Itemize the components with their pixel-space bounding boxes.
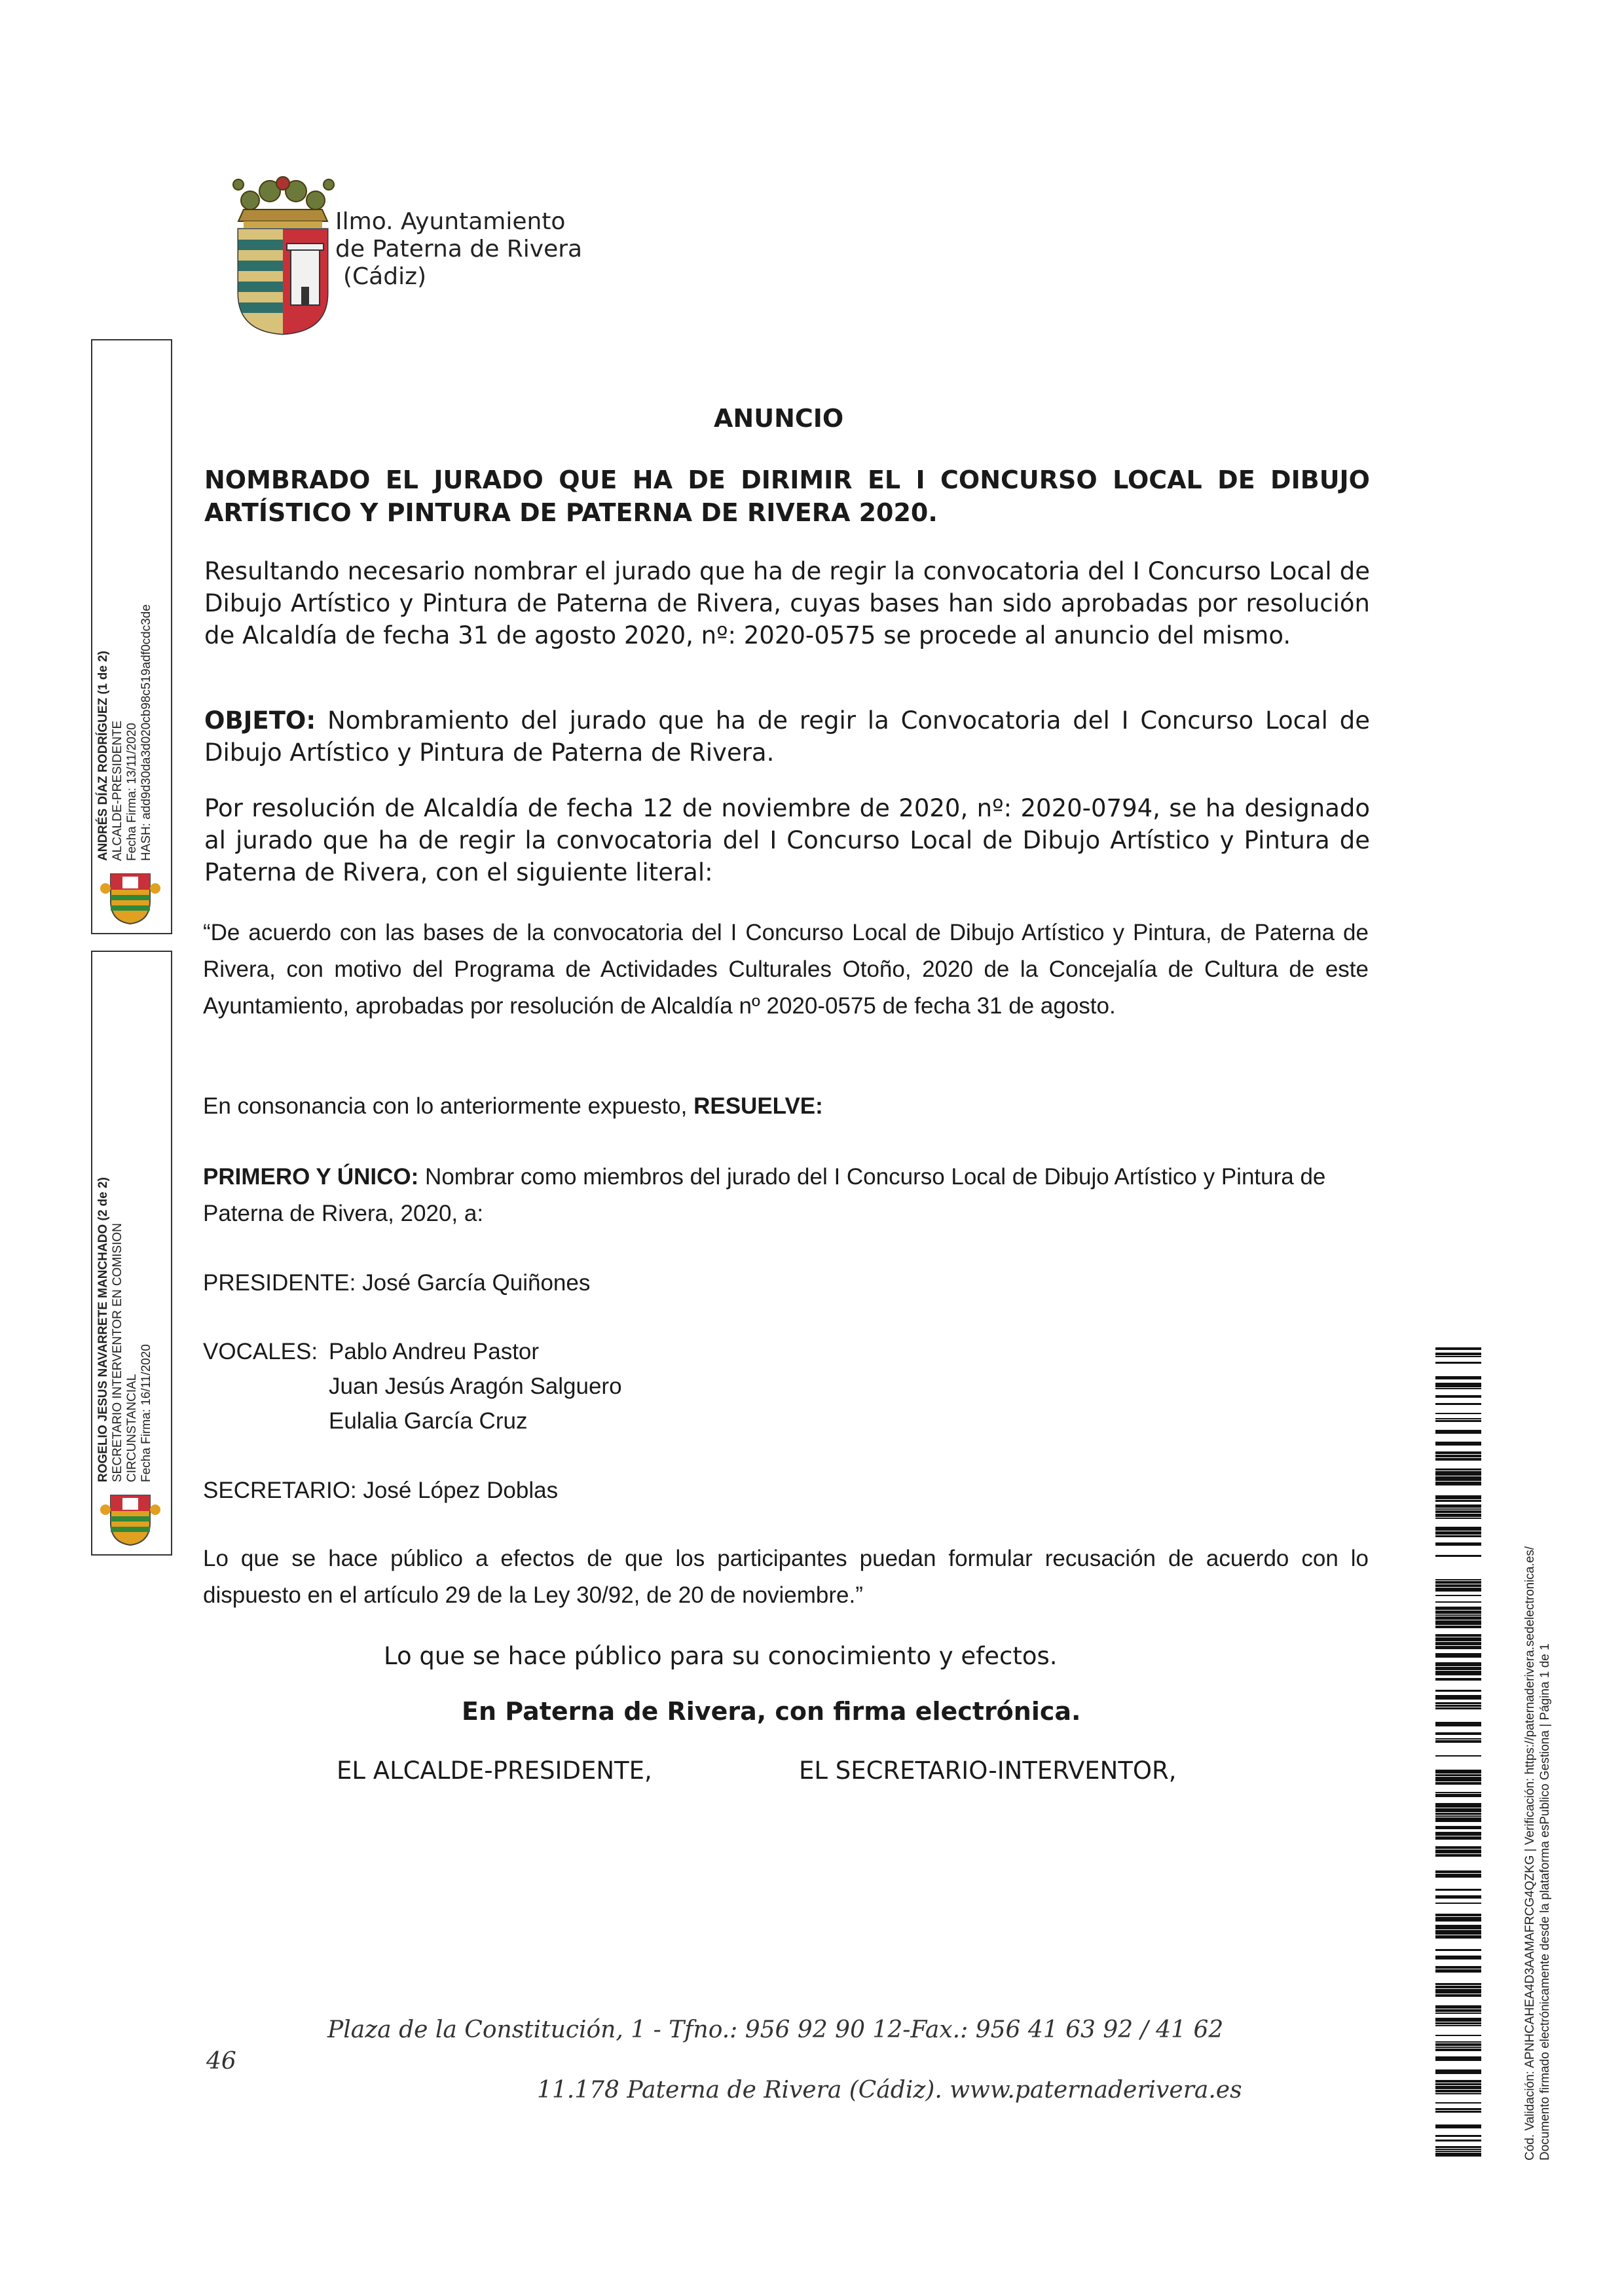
barcode-bar (1435, 1495, 1481, 1499)
barcode-bar (1435, 1732, 1481, 1735)
barcode-bar (1435, 1376, 1481, 1379)
document-heading: NOMBRADO EL JURADO QUE HA DE DIRIMIR EL I CONCURSO LOCAL DE DIBUJO ARTÍSTICO Y PINTURA DE PATERNA DE RIVERA 2020. (204, 465, 1370, 527)
barcode-bar (1435, 1353, 1481, 1355)
signature-stamp-secretary (91, 951, 172, 1556)
barcode-bar (1435, 2140, 1481, 2141)
platform-note: Documento firmado electrónicamente desde la plataforma esPublico Gestiona | Página 1 de 1 (1538, 1643, 1552, 2160)
barcode-bar (1435, 2018, 1481, 2022)
validation-barcode (1435, 1347, 1481, 2159)
resolves-text: En consonancia con lo anteriormente expuesto, (203, 1093, 694, 1119)
barcode-bar (1435, 1702, 1481, 1704)
barcode-bar (1435, 1581, 1481, 1584)
barcode-bar (1435, 1895, 1481, 1899)
barcode-bar (1435, 1555, 1481, 1557)
barcode-bar (1435, 1903, 1481, 1904)
barcode-bar (1435, 1508, 1481, 1510)
barcode-bar (1435, 1637, 1481, 1641)
document-title: ANUNCIO (714, 404, 844, 433)
barcode-bar (1435, 1468, 1481, 1470)
barcode-bar (1435, 1925, 1481, 1929)
barcode-bar (1435, 1850, 1481, 1853)
barcode-bar (1435, 2043, 1481, 2046)
barcode-bar (1435, 1755, 1481, 1757)
barcode-bar (1435, 1994, 1481, 1997)
barcode-bar (1435, 1403, 1481, 1405)
secretary-signature-label: EL SECRETARIO-INTERVENTOR, (799, 1757, 1177, 1785)
barcode-bar (1435, 1846, 1481, 1849)
barcode-bar (1435, 1510, 1481, 1513)
barcode-bar (1435, 1966, 1481, 1969)
barcode-bar (1435, 1782, 1481, 1785)
jury-member: Pablo Andreu Pastor (329, 1339, 540, 1364)
barcode-bar (1435, 2146, 1481, 2148)
barcode-bar (1435, 1817, 1481, 1822)
jury-members-label: VOCALES: (203, 1339, 318, 1364)
barcode-bar (1435, 2083, 1481, 2085)
barcode-bar (1435, 1626, 1481, 1628)
barcode-bar (1435, 1383, 1481, 1387)
barcode-bar (1435, 1813, 1481, 1815)
resolves-label: RESUELVE: (693, 1093, 823, 1119)
barcode-bar (1435, 1986, 1481, 1988)
barcode-bar (1435, 1949, 1481, 1951)
barcode-bar (1435, 1917, 1481, 1922)
barcode-bar (1435, 2035, 1481, 2036)
barcode-bar (1435, 1956, 1481, 1959)
signature-date: Fecha Firma: 13/11/2020 (125, 723, 139, 861)
barcode-bar (1435, 1671, 1481, 1675)
barcode-bar (1435, 1815, 1481, 1817)
jury-president: PRESIDENTE: José García Quiñones (203, 1270, 591, 1296)
barcode-bar (1435, 1588, 1481, 1592)
objeto-text: Nombramiento del jurado que ha de regir la Convocatoria del I Concurso Local de Dibujo Artístico y Pintura de Paterna de Rivera. (204, 706, 1370, 767)
barcode-bar (1435, 1527, 1481, 1531)
signer-role-continued: CIRCUNSTANCIAL (125, 1374, 139, 1482)
barcode-bar (1435, 2041, 1481, 2043)
barcode-bar (1435, 2086, 1481, 2089)
barcode-bar (1435, 1777, 1481, 1781)
signer-role: SECRETARIO INTERVENTOR EN COMISION (111, 1223, 124, 1482)
barcode-bar (1435, 1989, 1481, 1994)
barcode-bar (1435, 1458, 1481, 1461)
barcode-bar (1435, 1690, 1481, 1692)
small-crest-icon (98, 869, 163, 925)
jury-member: Juan Jesús Aragón Salguero (329, 1374, 622, 1399)
barcode-bar (1435, 1420, 1481, 1422)
barcode-bar (1435, 1531, 1481, 1535)
barcode-bar (1435, 2080, 1481, 2083)
first-and-only-clause (203, 1159, 1369, 1232)
barcode-bar (1435, 1542, 1481, 1546)
electronic-signature-note: En Paterna de Rivera, con firma electrónica. (462, 1697, 1081, 1726)
resolution-paragraph: Por resolución de Alcaldía de fecha 12 de noviembre de 2020, nº: 2020-0794, se ha designado al jurado que ha de regir la convocatoria del I Concurso Local de Dibujo Artístico y Pintura de Paterna de Rivera, con el siguiente literal: (204, 794, 1370, 886)
barcode-bar (1435, 1740, 1481, 1743)
barcode-bar (1435, 2013, 1481, 2014)
page-number: 46 (206, 2048, 236, 2075)
clause-label: PRIMERO Y ÚNICO: (203, 1164, 419, 1190)
barcode-bar (1435, 1620, 1481, 1625)
barcode-bar (1435, 1983, 1481, 1985)
barcode-bar (1435, 1451, 1481, 1454)
barcode-bar (1435, 1518, 1481, 1519)
barcode-bar (1435, 1889, 1481, 1891)
intro-paragraph: Resultando necesario nombrar el jurado que ha de regir la convocatoria del I Concurso Local de Dibujo Artístico y Pintura de Paterna de Rivera, cuyas bases han sido aprobadas por resolución de Alcaldía de fecha 31 de agosto 2020, nº: 2020-0575 se procede al anuncio del mismo. (204, 557, 1370, 649)
barcode-bar (1435, 2069, 1481, 2074)
signature-details (96, 1177, 154, 1482)
barcode-bar (1435, 2090, 1481, 2092)
barcode-bar (1435, 1395, 1481, 1398)
barcode-bar (1435, 1832, 1481, 1836)
barcode-bar (1435, 1667, 1481, 1670)
signature-hash: HASH: add9d30da3d020cb98c519adf0cdc3de (139, 604, 153, 861)
barcode-bar (1435, 1836, 1481, 1840)
objeto-paragraph (204, 704, 1370, 769)
footer-address: Plaza de la Constitución, 1 - Tfno.: 956 92 90 12-Fax.: 956 41 63 92 / 41 62 (327, 2016, 1224, 2043)
barcode-bar (1435, 1471, 1481, 1476)
barcode-bar (1435, 1482, 1481, 1485)
barcode-bar (1435, 2025, 1481, 2026)
header-line-3: (Cádiz) (343, 263, 427, 290)
barcode-bar (1435, 1476, 1481, 1481)
barcode-bar (1435, 1418, 1481, 1419)
municipal-crest-logo (231, 175, 335, 336)
barcode-bar (1435, 1808, 1481, 1812)
barcode-bar (1435, 1695, 1481, 1700)
resolves-line (203, 1088, 823, 1125)
barcode-bar (1435, 1914, 1481, 1916)
signature-date: Fecha Firma: 16/11/2020 (139, 1344, 153, 1482)
barcode-bar (1435, 1738, 1481, 1740)
barcode-bar (1435, 1616, 1481, 1620)
barcode-bar (1435, 1803, 1481, 1808)
barcode-bar (1435, 1595, 1481, 1596)
barcode-bar (1435, 1504, 1481, 1508)
barcode-bar (1435, 1646, 1481, 1649)
barcode-bar (1435, 2049, 1481, 2051)
signature-stamp-mayor (91, 339, 172, 934)
barcode-bar (1435, 1601, 1481, 1603)
quoted-resolution-closing: Lo que se hace público a efectos de que los participantes puedan formular recusación de acuerdo con lo dispuesto en el artículo 29 de la Ley 30/92, de 20 de noviembre.” (203, 1546, 1369, 1608)
barcode-bar (1435, 1722, 1481, 1726)
small-crest-icon (98, 1490, 163, 1546)
barcode-bar (1435, 2009, 1481, 2012)
public-notice: Lo que se hace público para su conocimiento y efectos. (384, 1642, 1058, 1670)
barcode-bar (1435, 1794, 1481, 1797)
barcode-bar (1435, 1584, 1481, 1587)
barcode-bar (1435, 1579, 1481, 1580)
barcode-bar (1435, 1662, 1481, 1666)
barcode-bar (1435, 1870, 1481, 1873)
barcode-bar (1435, 1356, 1481, 1357)
barcode-bar (1435, 1430, 1481, 1434)
barcode-bar (1435, 2149, 1481, 2150)
footer-city-website: 11.178 Paterna de Rivera (Cádiz). www.paternaderivera.es (537, 2077, 1242, 2104)
barcode-bar (1435, 2135, 1481, 2137)
barcode-bar (1435, 1678, 1481, 1681)
header-line-2: de Paterna de Rivera (335, 236, 583, 263)
barcode-bar (1435, 1514, 1481, 1517)
mayor-signature-label: EL ALCALDE-PRESIDENTE, (337, 1757, 652, 1785)
barcode-bar (1435, 1874, 1481, 1878)
barcode-bar (1435, 1362, 1481, 1364)
barcode-bar (1435, 1535, 1481, 1537)
barcode-bar (1435, 1792, 1481, 1793)
verification-text (1522, 1546, 1553, 2160)
barcode-bar (1435, 2124, 1481, 2128)
barcode-bar (1435, 1614, 1481, 1616)
municipality-name (335, 208, 582, 291)
barcode-bar (1435, 1770, 1481, 1774)
objeto-label: OBJETO: (204, 706, 316, 735)
barcode-bar (1435, 2047, 1481, 2048)
barcode-bar (1435, 1607, 1481, 1610)
barcode-bar (1435, 2022, 1481, 2024)
barcode-bar (1435, 1413, 1481, 1414)
barcode-bar (1435, 1854, 1481, 1857)
barcode-bar (1435, 1611, 1481, 1614)
signer-name: ROGELIO JESUS NAVARRETE MANCHADO (2 de 2) (96, 1177, 110, 1482)
barcode-bar (1435, 1707, 1481, 1709)
barcode-bar (1435, 1347, 1481, 1350)
barcode-bar (1435, 2102, 1481, 2104)
barcode-bar (1435, 2151, 1481, 2152)
barcode-bar (1435, 1969, 1481, 1973)
signer-name: ANDRÉS DÍAZ RODRÍGUEZ (1 de 2) (96, 651, 110, 861)
signature-details (96, 604, 154, 861)
clause-text: Nombrar como miembros del jurado del I Concurso Local de Dibujo Artístico y Pintura de Paterna de Rivera, 2020, a: (203, 1164, 1326, 1226)
barcode-bar (1435, 1455, 1481, 1457)
barcode-bar (1435, 1653, 1481, 1658)
barcode-bar (1435, 1930, 1481, 1935)
barcode-bar (1435, 2153, 1481, 2157)
barcode-bar (1435, 2005, 1481, 2009)
barcode-bar (1435, 2093, 1481, 2094)
barcode-bar (1435, 1500, 1481, 1502)
barcode-bar (1435, 1705, 1481, 1707)
jury-secretary: SECRETARIO: José López Doblas (203, 1478, 559, 1503)
barcode-bar (1435, 2108, 1481, 2110)
barcode-bar (1435, 1826, 1481, 1829)
header-line-1: Ilmo. Ayuntamiento (335, 208, 566, 235)
barcode-bar (1435, 2111, 1481, 2113)
barcode-bar (1435, 2056, 1481, 2061)
barcode-bar (1435, 1935, 1481, 1939)
barcode-bar (1435, 1388, 1481, 1389)
jury-member: Eulalia García Cruz (329, 1408, 528, 1434)
signer-role: ALCALDE-PRESIDENTE (111, 720, 124, 861)
barcode-bar (1435, 1774, 1481, 1776)
quoted-resolution-intro: “De acuerdo con las bases de la convocatoria del I Concurso Local de Dibujo Artístico y Pintura, de Paterna de Rivera, con motivo del Programa de Actividades Culturales Otoño, 2020 de la Concejalía de Cultura de este Ayuntamiento, aprobadas por resolución de Alcaldía nº 2020-0575 de fecha 31 de agosto. (203, 920, 1369, 1019)
validation-code: Cód. Validación: APNHCAHEA4D3AAMAFRCG4QZKG | Verificación: https://paternaderivera.sedelectronica.es/ (1523, 1546, 1537, 2160)
barcode-bar (1435, 1634, 1481, 1637)
barcode-bar (1435, 1442, 1481, 1446)
barcode-bar (1435, 1642, 1481, 1645)
